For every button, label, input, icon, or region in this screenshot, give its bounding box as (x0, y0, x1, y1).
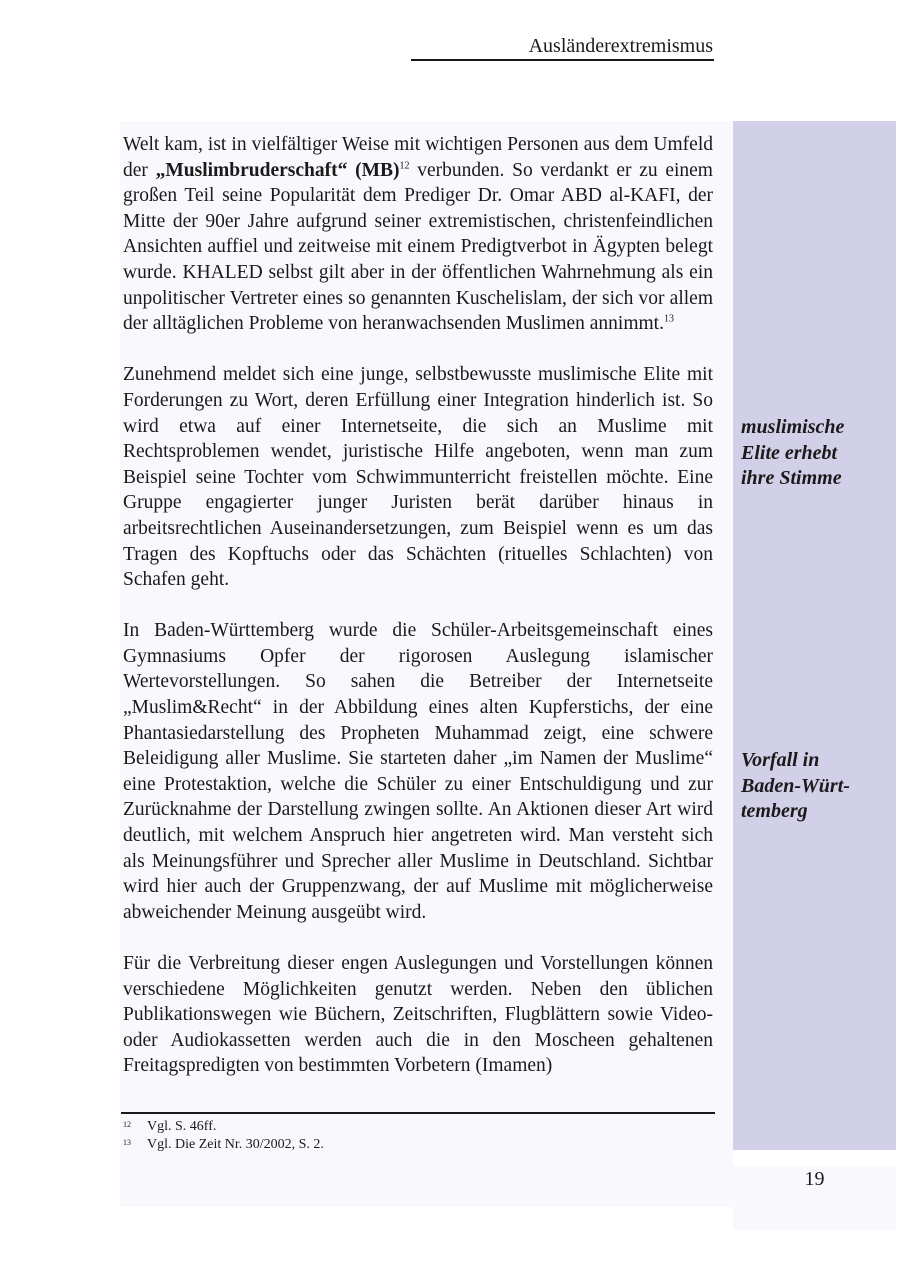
margin-panel (733, 121, 896, 1150)
paragraph-4: Für die Verbreitung dieser engen Auslegungen und Vorstellungen können verschiedene Möglichkeiten genutzt werden. Neben den üblichen Publikationswegen wie Büchern, Zeitschriften, Flugblättern sowie Video- oder Audiokassetten werden auch die in den Moscheen gehaltenen Freitagspredigten von bestimmten Vorbetern (Imamen) (123, 953, 713, 1077)
footnote-ref-13: 13 (663, 313, 674, 325)
paragraph-3: In Baden-Württemberg wurde die Schüler-Arbeitsgemeinschaft eines Gymnasiums Opfer der rigorosen Auslegung islamischer Wertevorstellungen. So sahen die Betreiber der Internetseite „Muslim&Recht“ in der Abbildung eines alten Kupferstichs, der eine Phantasiedarstellung des Propheten Muhammad zeigt, eine schwere Beleidigung aller Muslime. Sie starteten daher „im Namen der Muslime“ eine Protestaktion, welche die Schüler zu einer Entschuldigung und zur Zurücknahme der Darstellung zwingen sollte. An Aktionen dieser Art wird deutlich, mit welchem Anspruch hier angetreten wird. Man versteht sich als Meinungsführer und Sprecher aller Muslime in Deutschland. Sichtbar wird hier auch der Gruppenzwang, der auf Muslime mit möglicherweise abweichender Meinung ausgeübt wird. (123, 620, 713, 923)
footnote-12 (123, 1118, 713, 1136)
body-text (123, 132, 713, 1079)
footnote-13-number: 13 (123, 1138, 131, 1147)
margin-note-bw-line-3: temberg (741, 800, 808, 823)
paragraph-1-start: Welt kam, ist in vielfältiger Weise mit wichtigen Personen aus dem Umfeld der (123, 134, 713, 181)
footnote-12-number: 12 (123, 1120, 131, 1129)
margin-note-elite-line-1: muslimische (741, 416, 845, 438)
page-number: 19 (804, 1168, 825, 1190)
running-header: Ausländerextremismus (528, 35, 713, 57)
margin-note-elite-line-3: ihre Stimme (741, 467, 842, 490)
footnote-13 (123, 1136, 713, 1154)
footnote-rule (121, 1112, 715, 1114)
footnote-13-text: Vgl. Die Zeit Nr. 30/2002, S. 2. (147, 1137, 324, 1152)
paragraph-2: Zunehmend meldet sich eine junge, selbstbewusste muslimische Elite mit Forderungen zu Wort, deren Erfüllung einer Integration hinderlich ist. So wird etwa auf einer Internetseite, die sich an Muslime mit Rechtsproblemen wendet, juristische Hilfe angeboten, wenn man zum Beispiel seine Tochter vom Schwimmunterricht freistellen möchte. Eine Gruppe engagierter junger Juristen berät darüber hinaus in arbeitsrechtlichen Auseinandersetzungen, zum Beispiel wenn es um das Tragen des Kopftuchs oder das Schächten (rituelles Schlachten) von Schafen geht. (123, 364, 713, 591)
paragraph-1-rest: verbunden. So verdankt er zu einem großen Teil seine Popularität dem Prediger Dr. Omar ABD al-KAFI, der Mitte der 90er Jahre aufgrund seiner extremistischen, christenfeindlichen Ansichten auffiel und zeitweise mit einem Predigtverbot in Ägypten belegt wurde. KHALED selbst gilt aber in der öffentlichen Wahrnehmung als ein unpolitischer Vertreter eines so genannten Kuschelislam, der sich vor allem der alltäglichen Probleme von heranwachsenden Muslimen annimmt. (123, 159, 713, 335)
footnote-ref-12: 12 (399, 160, 410, 172)
margin-note-baden-wuerttemberg (741, 748, 891, 825)
paragraph-1 (123, 132, 713, 337)
margin-note-bw-line-1: Vorfall in (741, 749, 820, 771)
footnote-12-text: Vgl. S. 46ff. (147, 1119, 217, 1134)
margin-note-bw-line-2: Baden-Würt- (741, 774, 850, 797)
margin-note-elite (741, 415, 891, 492)
footnotes (123, 1118, 713, 1154)
margin-note-elite-line-2: Elite erhebt (741, 441, 838, 464)
mb-bold-term: „Muslimbruderschaft“ (MB) (155, 159, 400, 181)
header-rule (411, 59, 714, 61)
